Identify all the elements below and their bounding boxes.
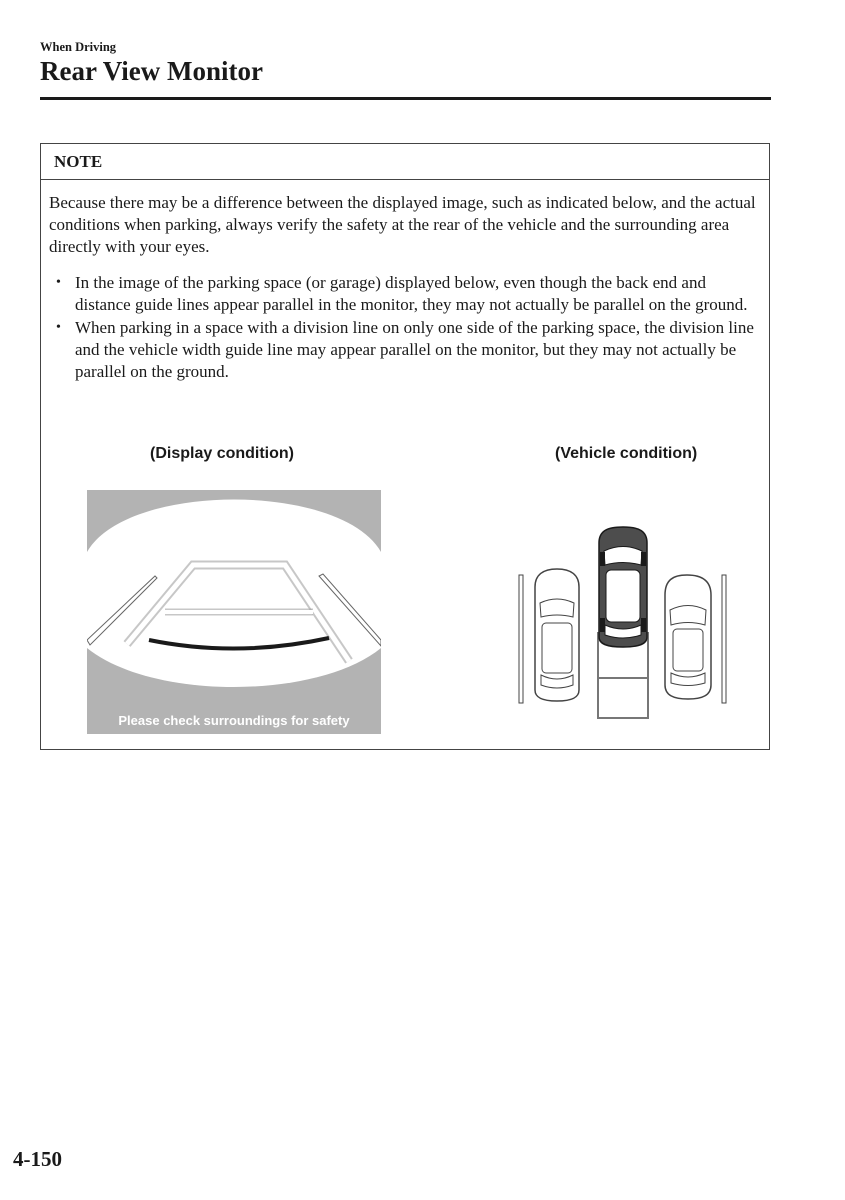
bullet-icon: • <box>56 320 61 335</box>
parked-car-right <box>665 575 711 699</box>
note-intro-text: Because there may be a difference between the displayed image, such as indicated below, and the actual conditions when parking, always verify the safety at the rear of the vehicle and the surrounding area directly with your eyes. <box>49 193 756 256</box>
bullet-icon: • <box>56 275 61 290</box>
note-bullet-text: When parking in a space with a division line on only one side of the parking space, the division line and the vehicle width guide line may appear parallel on the monitor, but they may not actually be parallel on the ground. <box>75 318 754 381</box>
note-bullet-text: In the image of the parking space (or garage) displayed below, even though the back end and distance guide lines appear parallel in the monitor, they may not actually be parallel on the ground. <box>75 273 748 314</box>
monitor-safety-message: Please check surroundings for safety <box>118 713 350 728</box>
title-divider <box>40 97 771 100</box>
division-line-right <box>722 575 726 703</box>
page-number: 4-150 <box>13 1147 62 1171</box>
vehicle-condition-caption: (Vehicle condition) <box>555 445 698 462</box>
page-title: Rear View Monitor <box>40 56 263 86</box>
reversing-car <box>599 527 647 647</box>
parking-diagram <box>515 525 730 720</box>
note-bullet-list <box>55 272 761 384</box>
note-bullet-item <box>55 272 761 316</box>
note-bullet-item <box>55 317 761 383</box>
display-condition-caption: (Display condition) <box>150 445 294 462</box>
note-heading: NOTE <box>41 144 769 180</box>
division-line-left <box>519 575 523 703</box>
parked-car-left <box>535 569 579 701</box>
monitor-display-illustration <box>87 490 381 734</box>
section-label: When Driving <box>40 40 117 54</box>
